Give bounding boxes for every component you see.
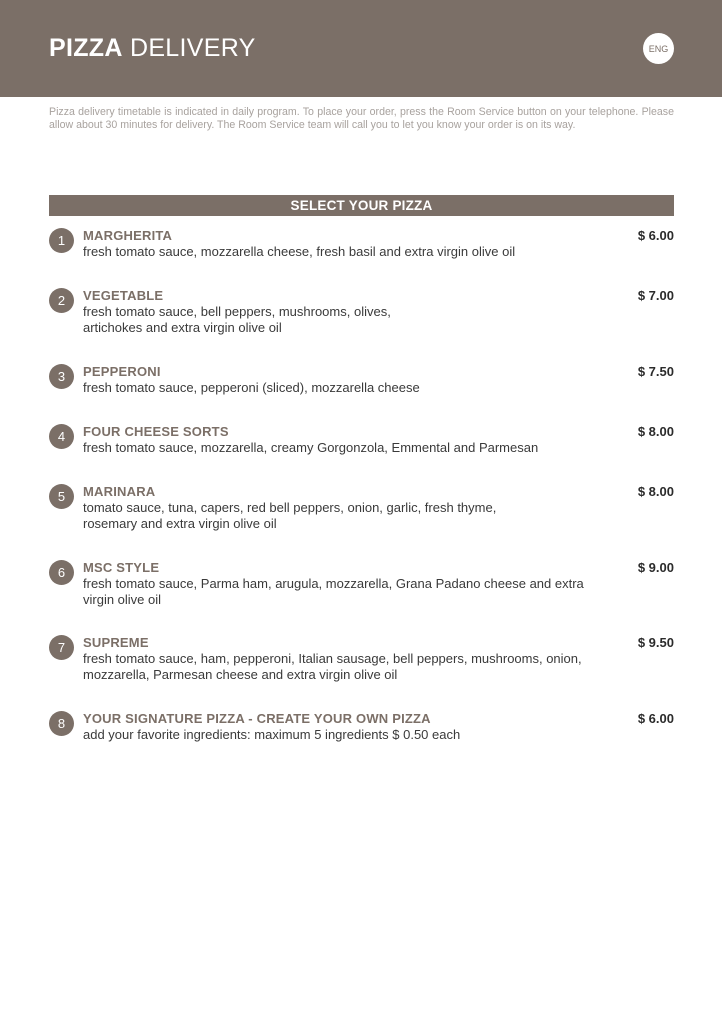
item-number-badge: 7: [49, 635, 74, 660]
item-price: $ 8.00: [637, 484, 674, 499]
item-description-line: mozzarella, Parmesan cheese and extra virgin olive oil: [83, 666, 398, 682]
item-description-line: fresh tomato sauce, ham, pepperoni, Italian sausage, bell peppers, mushrooms, onion,: [83, 651, 582, 666]
item-number-badge: 6: [49, 560, 74, 585]
item-description: [83, 576, 584, 607]
item-description-line: fresh tomato sauce, Parma ham, arugula, mozzarella, Grana Padano cheese and extra: [83, 576, 584, 591]
item-description: [83, 651, 582, 682]
item-number-badge: 8: [49, 711, 74, 736]
title-light: DELIVERY: [129, 34, 256, 62]
item-number-badge: 3: [49, 364, 74, 389]
item-description: [83, 380, 420, 396]
item-description: [83, 440, 538, 456]
item-description: [83, 727, 460, 743]
item-price: $ 9.00: [637, 560, 674, 575]
item-description-line: artichokes and extra virgin olive oil: [83, 319, 282, 335]
item-name: SUPREME: [83, 635, 149, 650]
item-name: MARINARA: [83, 484, 156, 499]
section-header: SELECT YOUR PIZZA: [49, 195, 674, 216]
item-name: VEGETABLE: [83, 288, 164, 303]
item-description-line: add your favorite ingredients: maximum 5 ingredients $ 0.50 each: [83, 727, 461, 742]
item-description-line: fresh tomato sauce, bell peppers, mushrooms, olives,: [83, 304, 391, 319]
item-description-line: fresh tomato sauce, pepperoni (sliced), mozzarella cheese: [83, 380, 420, 395]
item-description-line: tomato sauce, tuna, capers, red bell peppers, onion, garlic, fresh thyme,: [83, 500, 497, 515]
item-number-badge: 4: [49, 424, 74, 449]
item-description: [83, 500, 496, 531]
item-price: $ 9.50: [637, 635, 674, 650]
item-name: PEPPERONI: [83, 364, 161, 379]
item-price: $ 6.00: [637, 711, 674, 726]
item-price: $ 7.00: [637, 288, 674, 303]
language-selector-button[interactable]: ENG: [643, 33, 674, 64]
item-name: MARGHERITA: [83, 228, 173, 243]
item-description-line: rosemary and extra virgin olive oil: [83, 515, 277, 531]
page-title: [49, 34, 256, 63]
title-bold: PIZZA: [49, 34, 123, 62]
item-description-line: fresh tomato sauce, mozzarella, creamy Gorgonzola, Emmental and Parmesan: [83, 440, 539, 455]
item-name: MSC STYLE: [83, 560, 160, 575]
item-number-badge: 5: [49, 484, 74, 509]
intro-text: Pizza delivery timetable is indicated in daily program. To place your order, press the Room Service button on your telephone. Please allow about 30 minutes for delivery. The Room Service team will call you to let you know your order is on its way.: [49, 106, 674, 131]
item-description-line: fresh tomato sauce, mozzarella cheese, fresh basil and extra virgin olive oil: [83, 244, 516, 259]
item-number-badge: 2: [49, 288, 74, 313]
item-price: $ 6.00: [637, 228, 674, 243]
item-description-line: virgin olive oil: [83, 591, 162, 607]
item-description: [83, 304, 391, 335]
item-price: $ 7.50: [637, 364, 674, 379]
item-name: FOUR CHEESE SORTS: [83, 424, 229, 439]
item-price: $ 8.00: [637, 424, 674, 439]
item-description: [83, 244, 515, 260]
item-name: YOUR SIGNATURE PIZZA - CREATE YOUR OWN PIZZA: [83, 711, 431, 726]
header-bar: [0, 0, 722, 97]
item-number-badge: 1: [49, 228, 74, 253]
